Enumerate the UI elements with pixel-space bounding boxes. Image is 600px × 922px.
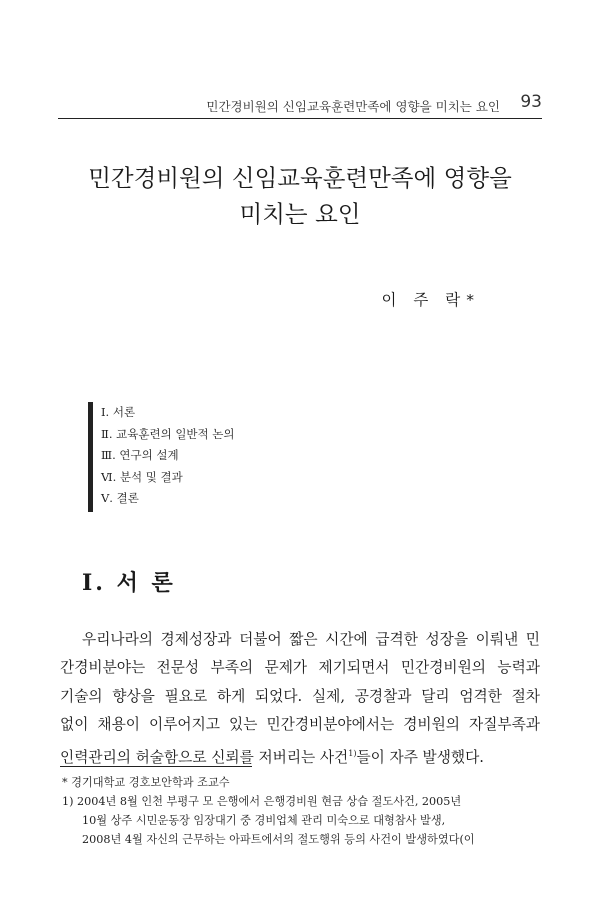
body-text: 들이 자주 발생했다. [356, 748, 484, 766]
page-number: 93 [520, 92, 542, 112]
paper-title-line-2: 미치는 요인 [239, 200, 361, 228]
toc-item-analysis-results: Ⅵ. 분석 및 결과 [101, 469, 183, 484]
body-paragraph [60, 626, 540, 772]
body-line: 우리나라의 경제성장과 더불어 짧은 시간에 급격한 성장을 이뤄낸 민 [82, 631, 540, 648]
toc-item-general-discussion: Ⅱ. 교육훈련의 일반적 논의 [101, 426, 235, 441]
paper-title [40, 160, 560, 232]
footnotes [62, 773, 540, 849]
toc-item-conclusion: Ⅴ. 결론 [101, 491, 139, 505]
footnote-divider [60, 766, 252, 767]
table-of-contents [88, 402, 401, 512]
section-heading-introduction: I. 서 론 [82, 570, 176, 596]
body-line-last [60, 740, 540, 772]
footnote-ref[interactable]: 1) [348, 748, 357, 758]
body-text: 인력관리의 허술함으로 신뢰를 저버리는 사건 [60, 748, 349, 766]
footnote-1-continued: 10월 상주 시민운동장 임장대기 중 경비업체 관리 미숙으로 대형참사 발생, [82, 814, 446, 827]
running-head-title: 민간경비원의 신임교육훈련만족에 영향을 미치는 요인 [206, 99, 500, 114]
author-name: 이 주 락* [381, 291, 480, 309]
running-head [58, 88, 542, 119]
footnote-1-continued: 2008년 4월 자신의 근무하는 아파트에서의 절도행위 등의 사건이 발생하였다(이 [82, 833, 475, 846]
paper-title-line-1: 민간경비원의 신임교육훈련만족에 영향을 [88, 164, 512, 192]
toc-item-research-design: Ⅲ. 연구의 설계 [101, 448, 179, 462]
body-line: 없이 채용이 이루어지고 있는 민간경비분야에서는 경비원의 자질부족과 [60, 716, 540, 734]
footnote-1: 1) 2004년 8월 인천 부평구 모 은행에서 은행경비원 현금 상습 절도사건, 2005년 [62, 795, 462, 808]
toc-item-introduction: Ⅰ. 서론 [101, 405, 136, 419]
footnote-author-affiliation: * 경기대학교 경호보안학과 조교수 [62, 776, 230, 789]
body-line: 기술의 향상을 필요로 하게 되었다. 실제, 공경찰과 달리 엄격한 절차 [60, 687, 540, 705]
body-line: 간경비분야는 전문성 부족의 문제가 제기되면서 민간경비원의 능력과 [60, 659, 540, 677]
